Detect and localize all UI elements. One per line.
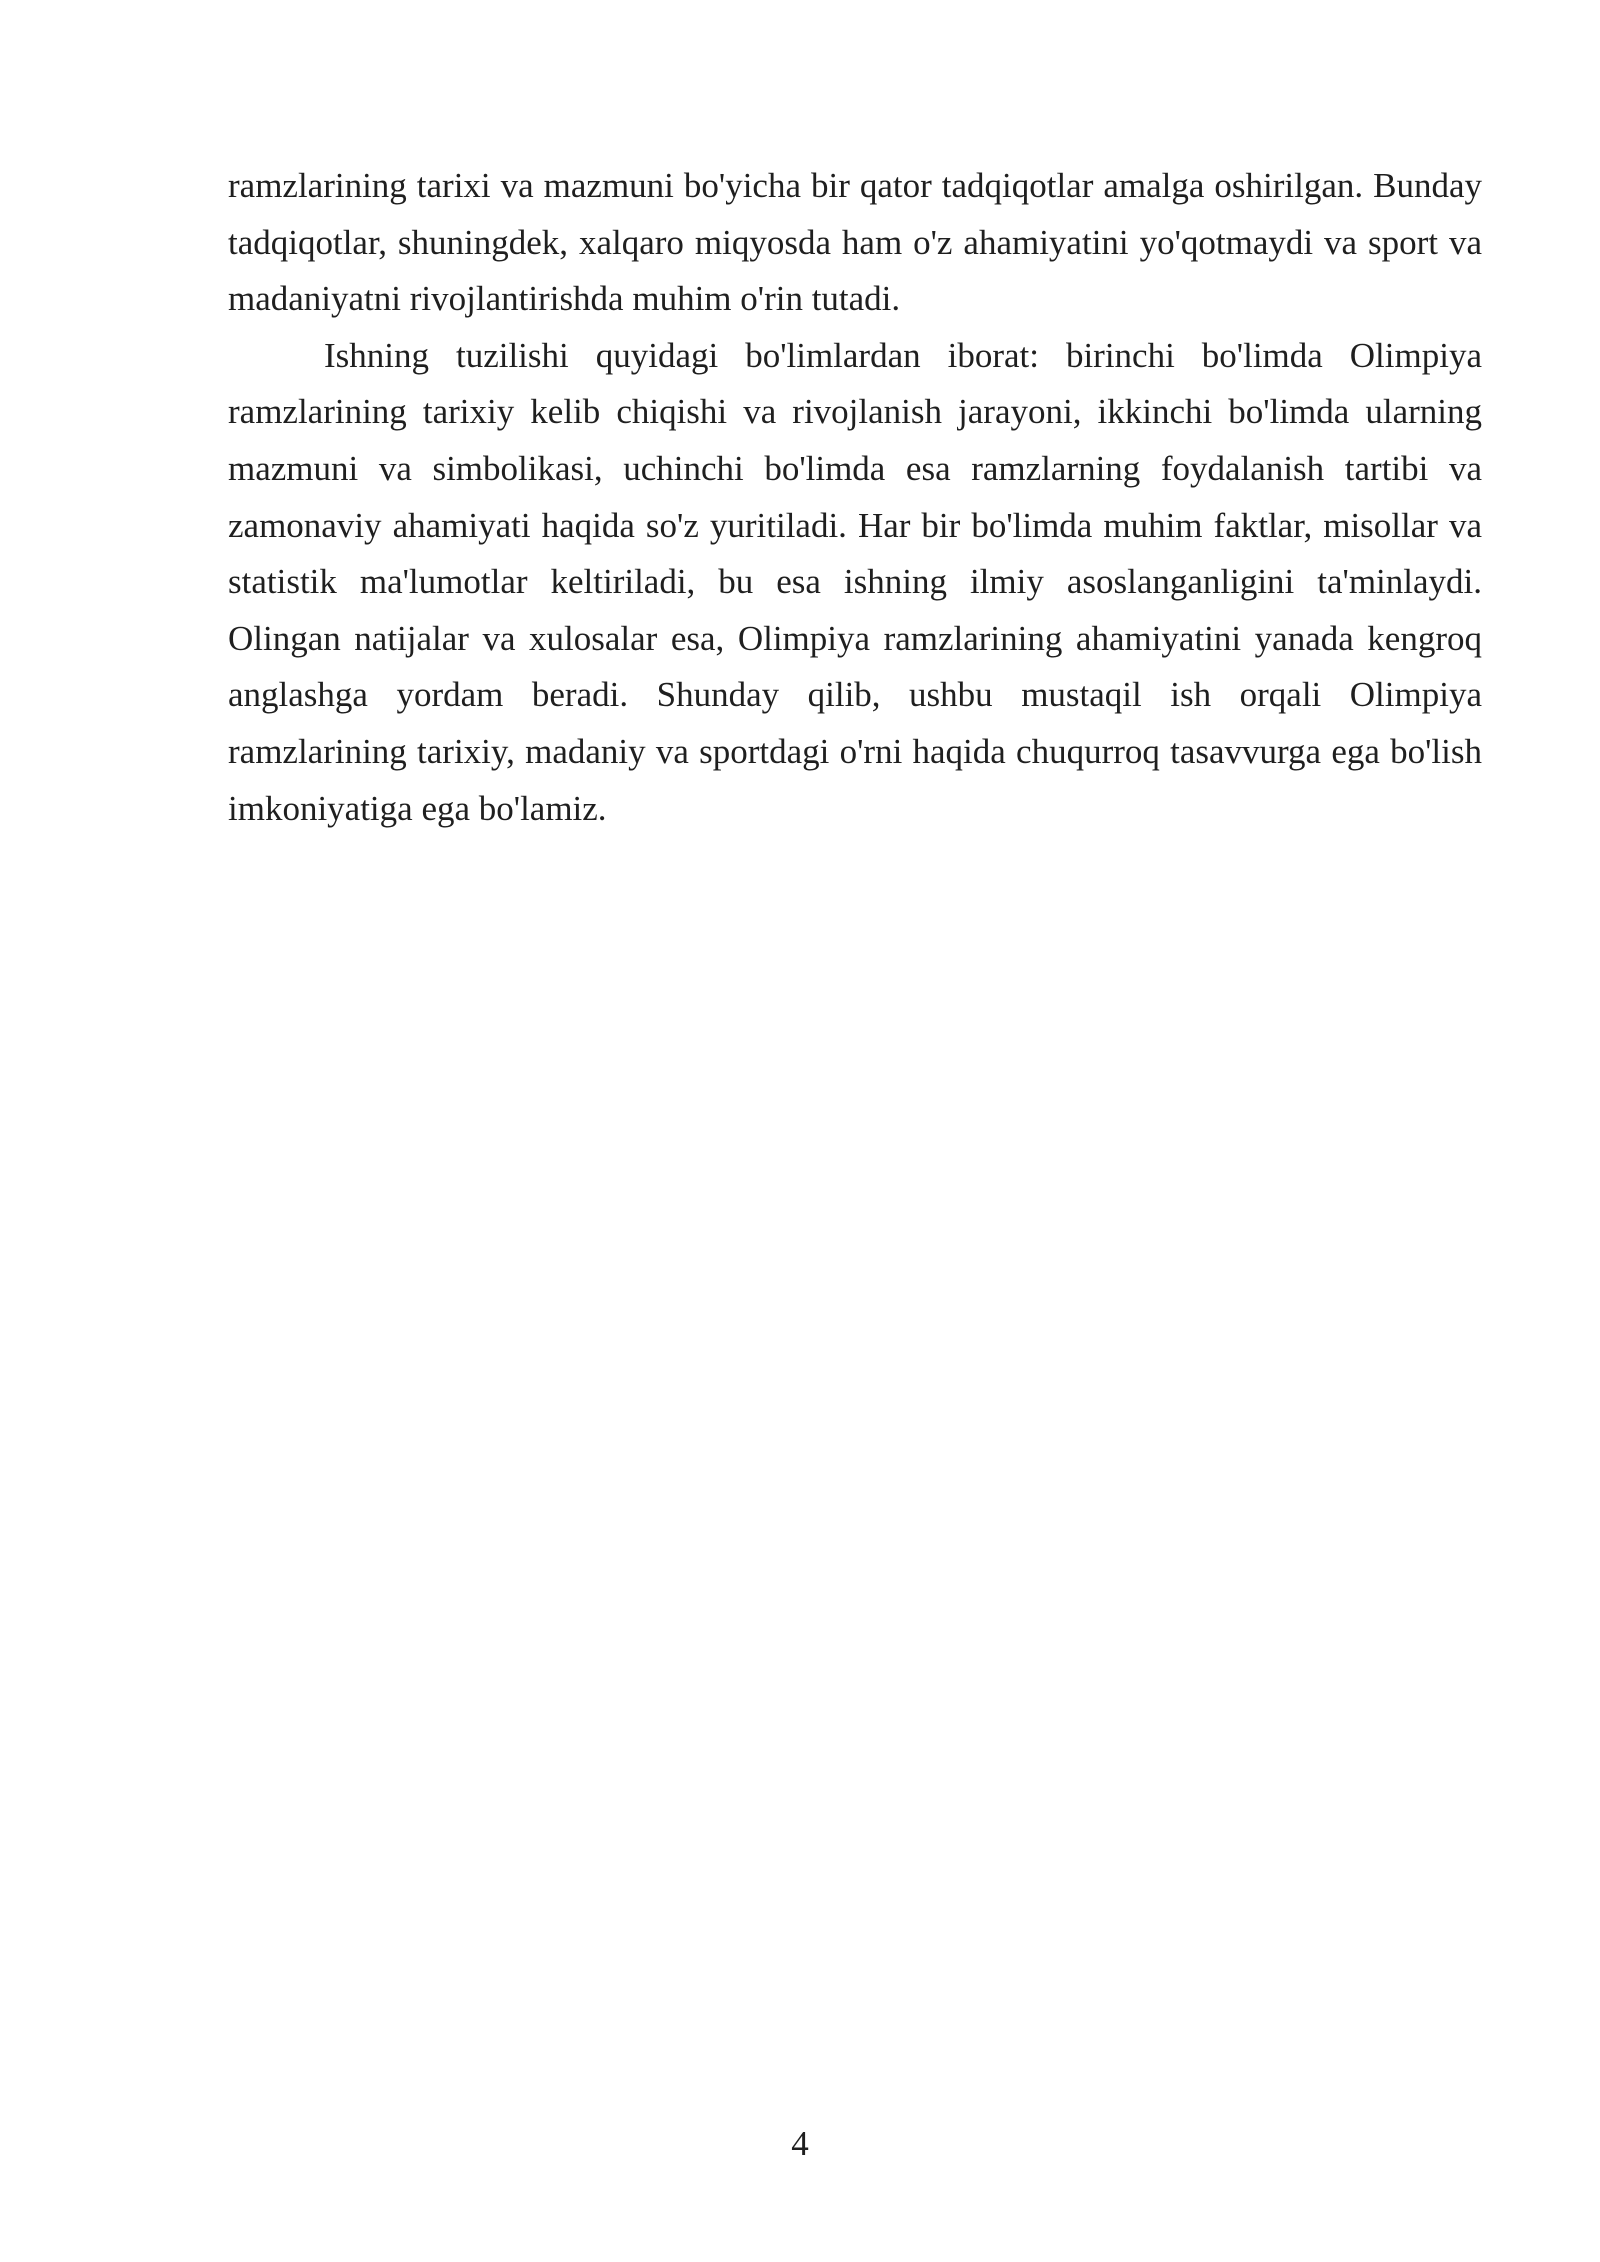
paragraph-structure: Ishning tuzilishi quyidagi bo'limlardan iborat: birinchi bo'limda Olimpiya ramzlarining tarixiy kelib chiqishi va rivojlanish jarayoni, ikkinchi bo'limda ularning mazmuni va simbolikasi, uchinchi bo'limda esa ramzlarning foydalanish tartibi va zamonaviy ahamiyati haqida so'z yuritiladi. Har bir bo'limda muhim faktlar, misollar va statistik ma'lumotlar keltiriladi, bu esa ishning ilmiy asoslanganligini ta'minlaydi. Olingan natijalar va xulosalar esa, Olimpiya ramzlarining ahamiyatini yanada kengroq anglashga yordam beradi. Shunday qilib, ushbu mustaqil ish orqali Olimpiya ramzlarining tarixiy, madaniy va sportdagi o'rni haqida chuqurroq tasavvurga ega bo'lish imkoniyatiga ega bo'lamiz. xyxy=(228,335,1482,828)
page-number: 4 xyxy=(791,2124,809,2163)
paragraph-continuation: ramzlarining tarixi va mazmuni bo'yicha bir qator tadqiqotlar amalga oshirilgan. Bunday tadqiqotlar, shuningdek, xalqaro miqyosda ham o'z ahamiyatini yo'qotmaydi va sport va madaniyatni rivojlantirishda muhim o'rin tutadi. xyxy=(228,166,1482,319)
body-text xyxy=(228,158,1482,837)
